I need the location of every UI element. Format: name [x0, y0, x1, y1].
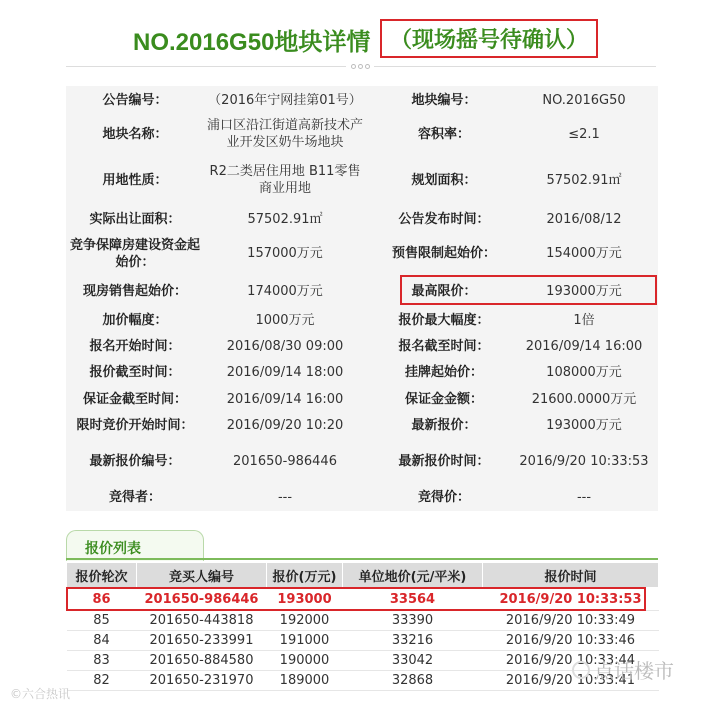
bid-table-header: [67, 563, 659, 588]
detail-label: 公告发布时间：: [398, 211, 490, 227]
bid-price: 189000: [267, 671, 343, 691]
detail-value: 2016/09/14 18:00: [226, 365, 344, 380]
detail-row: [66, 275, 658, 307]
detail-label: 报价最大幅度：: [398, 312, 490, 328]
detail-value: ≤2.1: [568, 126, 600, 142]
column-header-bidder-id: 竞买人编号: [137, 563, 267, 588]
detail-value: 201650-986446: [233, 453, 337, 469]
unit-price: 33216: [343, 631, 483, 651]
bid-round: 85: [67, 611, 137, 631]
page-header: [0, 0, 714, 80]
watermark-right: [572, 655, 674, 684]
detail-row: [66, 484, 658, 511]
bid-round: 82: [67, 671, 137, 691]
detail-value: 浦口区沿江街道高新技术产业开发区奶牛场地块: [206, 118, 363, 150]
detail-label: 地块名称：: [102, 126, 168, 142]
detail-value: 108000万元: [546, 365, 622, 380]
detail-label: 现房销售起始价：: [82, 283, 187, 299]
bid-price: 192000: [267, 611, 343, 631]
detail-value: 57502.91㎡: [546, 172, 622, 188]
detail-label: 最高限价：: [411, 283, 477, 299]
detail-value: 174000万元: [247, 283, 323, 299]
detail-label: 预售限制起始价：: [391, 246, 496, 261]
detail-label: 地块编号：: [411, 92, 477, 108]
table-row: [67, 631, 659, 651]
table-row: [67, 651, 659, 671]
table-row: [67, 671, 659, 691]
detail-row: [66, 333, 658, 359]
table-row: [67, 611, 659, 631]
bidder-id: 201650-231970: [137, 671, 267, 691]
detail-value: ---: [576, 490, 592, 505]
column-header-time: 报价时间: [483, 563, 659, 588]
detail-value: 1000万元: [255, 312, 315, 328]
detail-label: 最新报价编号：: [89, 453, 181, 469]
detail-label: 用地性质：: [102, 172, 168, 188]
detail-label: 竞得者：: [108, 490, 161, 505]
bid-time: 2016/9/20 10:33:44: [483, 651, 659, 671]
plot-details-panel: [66, 86, 658, 511]
detail-label: 报价截至时间：: [89, 365, 181, 380]
detail-value: 157000万元: [247, 246, 323, 261]
bid-price: 191000: [267, 631, 343, 651]
unit-price: 33042: [343, 651, 483, 671]
column-header-unit-price: 单位地价(元/平米): [343, 563, 483, 588]
detail-label: 公告编号：: [102, 92, 168, 108]
detail-value: 2016/08/30 09:00: [226, 338, 344, 354]
bid-price: 190000: [267, 651, 343, 671]
detail-value: R2二类居住用地 B11零售商业用地: [209, 164, 361, 196]
detail-row: [66, 232, 658, 275]
bid-time: 2016/9/20 10:33:49: [483, 611, 659, 631]
detail-label: 最新报价时间：: [398, 453, 490, 469]
detail-label: 报名截至时间：: [398, 338, 490, 354]
unit-price: 33390: [343, 611, 483, 631]
tab-bid-list[interactable]: [66, 530, 204, 561]
detail-row: [66, 154, 658, 206]
detail-row: [66, 438, 658, 484]
bid-time: 2016/9/20 10:33:41: [483, 671, 659, 691]
detail-value: 2016/09/20 10:20: [226, 417, 344, 433]
detail-label: 竞争保障房建设资金起始价：: [69, 237, 200, 270]
detail-label: 规划面积：: [411, 172, 477, 188]
detail-value: 193000万元: [546, 283, 622, 299]
detail-row: [66, 114, 658, 154]
table-row: [67, 588, 659, 611]
detail-label: 限时竞价开始时间：: [76, 417, 194, 433]
detail-label: 竞得价：: [417, 490, 470, 505]
unit-price: 32868: [343, 671, 483, 691]
detail-label: 挂牌起始价：: [404, 365, 483, 380]
bidder-id: 201650-443818: [137, 611, 267, 631]
bid-price: 193000: [267, 588, 343, 611]
watermark-left: ©六合热讯: [10, 687, 71, 701]
bid-table: [66, 562, 659, 691]
page-title: NO.2016G50地块详情: [133, 29, 371, 56]
tab-underline: [66, 558, 658, 560]
bidder-id: 201650-884580: [137, 651, 267, 671]
column-header-price: 报价(万元): [267, 563, 343, 588]
detail-value: 2016/09/14 16:00: [226, 391, 344, 407]
watermark-logo-icon: [572, 661, 590, 679]
detail-label: 保证金金额：: [404, 391, 483, 407]
status-badge: （现场摇号待确认）: [380, 19, 598, 58]
detail-row: [66, 412, 658, 438]
bid-time: 2016/9/20 10:33:53: [483, 588, 659, 611]
detail-label: 实际出让面积：: [89, 211, 181, 227]
bidder-id: 201650-233991: [137, 631, 267, 651]
detail-value: 2016/08/12: [546, 211, 622, 227]
column-header-round: 报价轮次: [67, 563, 137, 588]
tab-bid-list-label: 报价列表: [85, 541, 141, 557]
bid-round: 84: [67, 631, 137, 651]
detail-value: ---: [277, 490, 293, 505]
divider-ornament: [346, 61, 374, 72]
bid-time: 2016/9/20 10:33:46: [483, 631, 659, 651]
detail-label: 容积率：: [417, 126, 470, 142]
detail-label: 加价幅度：: [102, 312, 168, 328]
detail-value: 21600.0000万元: [531, 391, 637, 407]
detail-label: 保证金截至时间：: [82, 391, 187, 407]
detail-value: 2016/09/14 16:00: [525, 338, 643, 354]
detail-value: 57502.91㎡: [247, 211, 323, 227]
detail-label: 最新报价：: [411, 417, 477, 433]
detail-value: 154000万元: [546, 246, 622, 261]
detail-value: 193000万元: [546, 417, 622, 433]
detail-row: [66, 386, 658, 412]
detail-value: 1倍: [573, 312, 595, 328]
detail-row: [66, 206, 658, 232]
detail-value: 2016/9/20 10:33:53: [519, 453, 649, 469]
detail-row: [66, 359, 658, 386]
bid-round: 83: [67, 651, 137, 671]
detail-value: （2016年宁网挂第01号）: [208, 92, 362, 108]
unit-price: 33564: [343, 588, 483, 611]
detail-value: NO.2016G50: [542, 92, 626, 108]
watermark-right-text: 点话楼市: [594, 659, 674, 683]
bidder-id: 201650-986446: [137, 588, 267, 611]
detail-label: 报名开始时间：: [89, 338, 181, 354]
detail-row: [66, 307, 658, 333]
bid-round: 86: [67, 588, 137, 611]
detail-row: [66, 86, 658, 114]
